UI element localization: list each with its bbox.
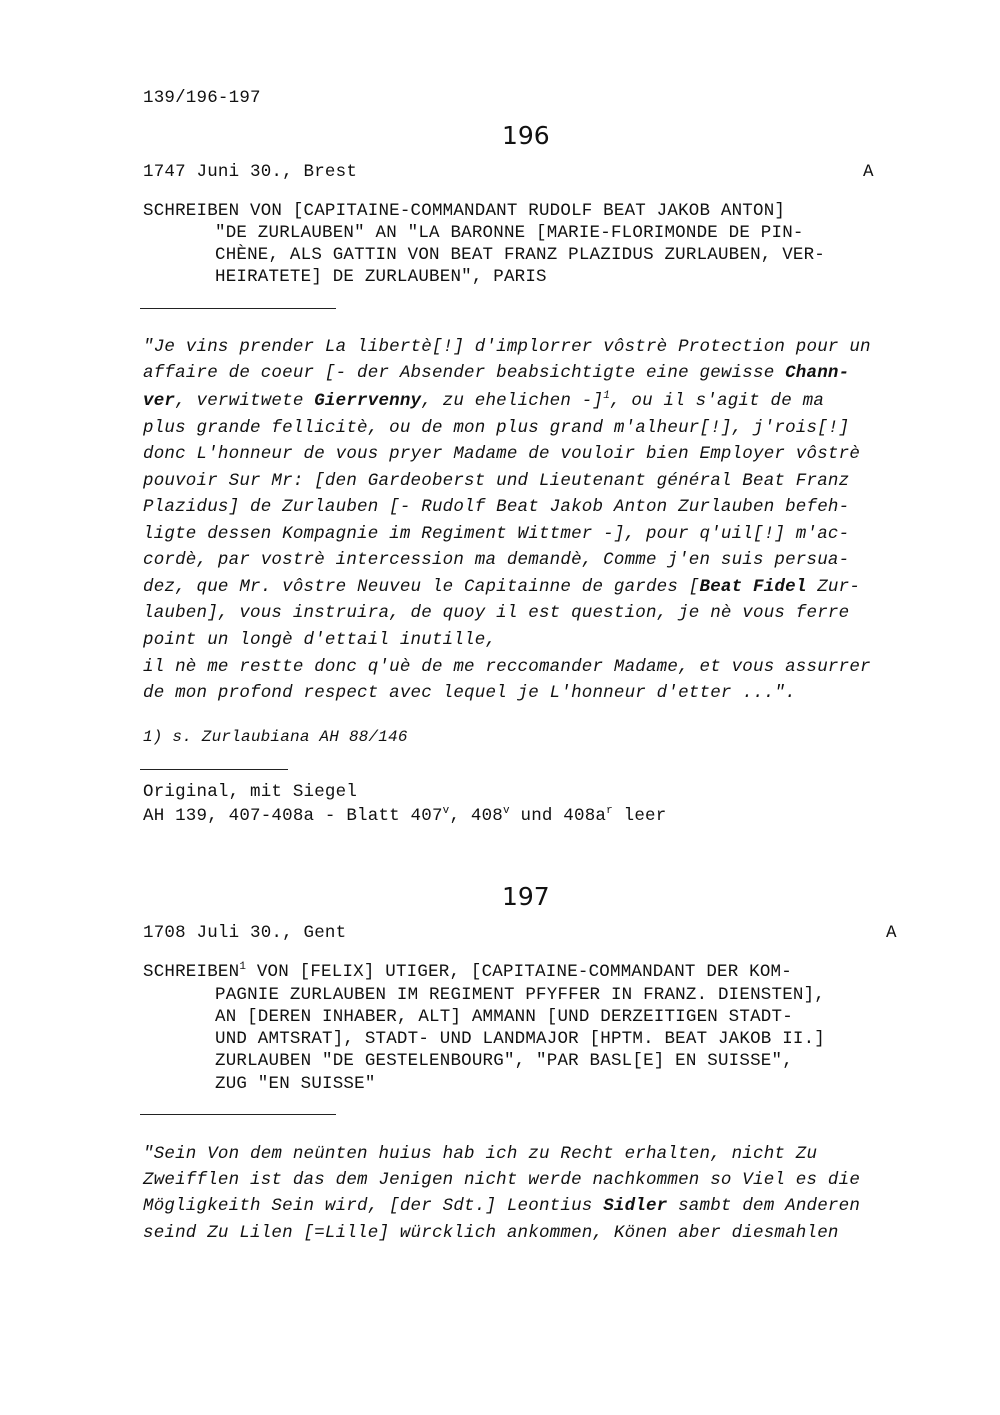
text-line: il nè me restte donc q'uè de me reccomander Madame, et vous assurrer [143,657,871,677]
text-line: Plazidus] de Zurlauben [- Rudolf Beat Jakob Anton Zurlauben befeh- [143,497,850,517]
heading-line: CHÈNE, ALS GATTIN VON BEAT FRANZ PLAZIDUS ZURLAUBEN, VER- [215,245,825,265]
heading-line: ZUG "EN SUISSE" [215,1074,376,1094]
text-line: point un longè d'ettail inutille, [143,630,497,650]
superscript: v [442,805,450,818]
text-line: "Je vins prender La libertè[!] d'implorrer vôstrè Protection pour un [143,337,871,357]
text-span: AH 139, 407-408a - Blatt 407 [143,806,443,826]
text-line: pouvoir Sur Mr: [den Gardeoberst und Lieutenant général Beat Franz [143,471,850,491]
text-span: Mögligkeith Sein wird, [der Sdt.] Leontius [143,1196,604,1216]
text-line: "Sein Von dem neünten huius hab ich zu Recht erhalten, nicht Zu [143,1144,818,1164]
heading-line: ZURLAUBEN "DE GESTELENBOURG", "PAR BASL[E] EN SUISSE", [215,1051,793,1071]
document-number-197: 197 [502,882,550,911]
separator-rule [140,769,288,770]
text-span: leer [612,806,667,826]
text-span: affaire de coeur [- der Absender beabsichtigte eine gewisse [143,363,786,383]
text-span: sambt dem Anderen [667,1196,861,1216]
name-emphasis: Chann- [785,363,850,383]
document-number-196: 196 [502,121,550,150]
superscript: r [606,805,613,818]
heading-line: HEIRATETE] DE ZURLAUBEN", PARIS [215,267,547,287]
original-note: Original, mit Siegel [143,782,358,802]
footnote: 1) s. Zurlaubiana AH 88/146 [143,728,408,746]
archive-reference [143,806,666,826]
text-line: plus grande fellicitè, ou de mon plus grand m'alheur[!], j'rois[!] [143,418,850,438]
text-span: und 408a [509,806,607,826]
text-line: lauben], vous instruira, de quoy il est question, je nè vous ferre [143,603,850,623]
separator-rule [140,308,336,309]
footnote-marker: 1 [603,390,611,403]
text-line: cordè, par vostrè intercession ma demandè, Comme j'en suis persua- [143,550,850,570]
text-line: Zweifflen ist das dem Jenigen nicht werde nachkommen so Viel es die [143,1170,861,1190]
text-span: , verwitwete [175,391,315,411]
text-span: VON [FELIX] UTIGER, [CAPITAINE-COMMANDANT DER KOM- [246,962,792,982]
document-197-marker: A [886,923,897,943]
text-span: Zur- [806,577,861,597]
text-span: , zu ehelichen -] [421,391,604,411]
text-line: de mon profond respect avec lequel je L'honneur d'etter ...". [143,683,796,703]
heading-line: "DE ZURLAUBEN" AN "LA BARONNE [MARIE-FLORIMONDE DE PIN- [215,223,804,243]
text-line: donc L'honneur de vous pryer Madame de vouloir bien Employer vôstrè [143,444,861,464]
name-emphasis: Gierrvenny [314,391,422,411]
document-197-date-place: 1708 Juli 30., Gent [143,923,347,943]
text-span: , ou il s'agit de ma [610,391,825,411]
heading-line: PAGNIE ZURLAUBEN IM REGIMENT PFYFFER IN FRANZ. DIENSTEN], [215,985,825,1005]
text-line [143,391,824,411]
heading-line: AN [DEREN INHABER, ALT] AMMANN [UND DERZEITIGEN STADT- [215,1007,793,1027]
name-emphasis: ver [143,391,176,411]
page-reference: 139/196-197 [143,88,261,108]
text-line: seind Zu Lilen [=Lille] würcklich ankommen, Könen aber diesmahlen [143,1223,839,1243]
name-emphasis: Beat Fidel [699,577,807,597]
name-emphasis: Sidler [603,1196,668,1216]
heading-line: UND AMTSRAT], STADT- UND LANDMAJOR [HPTM. BEAT JAKOB II.] [215,1029,825,1049]
text-line: ligte dessen Kompagnie im Regiment Wittmer -], pour q'uil[!] m'ac- [143,524,850,544]
text-span: dez, que Mr. vôstre Neuveu le Capitainne de gardes [ [143,577,700,597]
footnote-marker: 1 [239,961,247,974]
superscript: v [502,805,510,818]
text-line [143,1196,860,1216]
heading-line: SCHREIBEN VON [CAPITAINE-COMMANDANT RUDOLF BEAT JAKOB ANTON] [143,201,786,221]
document-196-marker: A [863,162,874,182]
text-line [143,363,849,383]
document-196-date-place: 1747 Juni 30., Brest [143,162,358,182]
text-line [143,577,860,597]
heading-line [143,962,792,982]
text-span: , 408 [449,806,503,826]
separator-rule [140,1114,336,1115]
text-span: SCHREIBEN [143,962,240,982]
